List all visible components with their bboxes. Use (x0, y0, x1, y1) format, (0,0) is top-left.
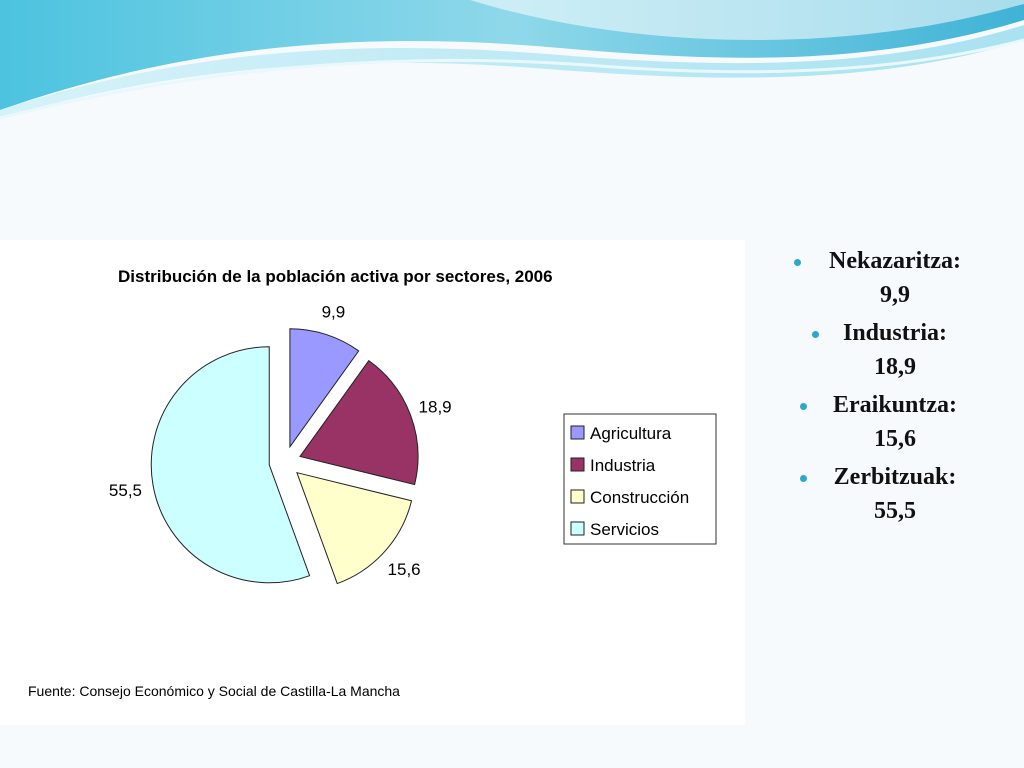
pie-data-label: 9,9 (321, 302, 346, 322)
bullet-dot-icon (794, 259, 801, 266)
legend-swatch (571, 458, 584, 471)
bullet-value: 15,6 (874, 426, 916, 452)
bullet-item (790, 388, 1000, 456)
chart-title: Distribución de la población activa por sectores, 2006 (118, 267, 553, 286)
pie-data-label: 15,6 (387, 559, 421, 579)
bullet-dot-icon (812, 331, 819, 338)
pie-data-label: 18,9 (418, 397, 452, 417)
legend-label: Construcción (590, 488, 690, 507)
bullet-item (790, 244, 1000, 312)
bullet-label: Industria: (842, 320, 948, 346)
chart-panel (0, 240, 745, 725)
bullet-value: 9,9 (880, 282, 910, 308)
legend-label: Servicios (590, 520, 659, 539)
bullet-label: Eraikuntza: (832, 392, 957, 418)
bullet-dot-icon (800, 475, 807, 482)
bullet-item (790, 460, 1000, 528)
sector-bullet-list (790, 244, 1000, 532)
pie-slices (151, 329, 418, 584)
chart-legend (564, 414, 716, 544)
legend-swatch (571, 490, 584, 503)
bullet-value: 18,9 (874, 354, 916, 380)
bullet-item (790, 316, 1000, 384)
bullet-label: Nekazaritza: (829, 248, 961, 274)
bullet-label: Zerbitzuak: (833, 464, 957, 490)
pie-data-label: 55,5 (108, 481, 143, 501)
pie-chart (0, 240, 745, 725)
header-wave-decoration (0, 0, 1024, 130)
pie-slice-servicios (151, 347, 309, 583)
legend-swatch (571, 522, 584, 535)
bullet-value: 55,5 (874, 498, 916, 524)
legend-label: Industria (590, 456, 656, 475)
chart-source: Fuente: Consejo Económico y Social de Castilla-La Mancha (28, 683, 400, 699)
legend-swatch (571, 426, 584, 439)
bullet-dot-icon (800, 403, 807, 410)
legend-label: Agricultura (590, 424, 672, 443)
